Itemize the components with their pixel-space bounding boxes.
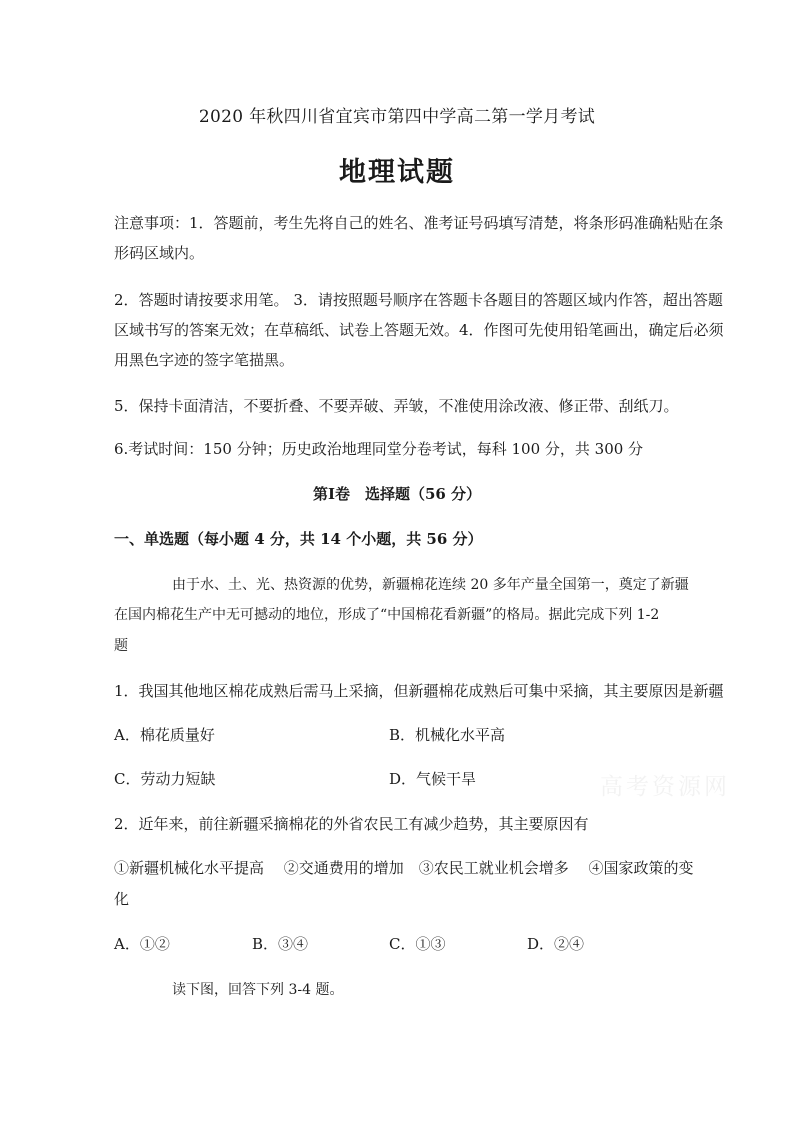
passage-line-2: 在国内棉花生产中无可撼动的地位，形成了“中国棉花看新疆”的格局。据此完成下列 1-2: [114, 607, 660, 623]
section-title: 第Ⅰ卷 选择题（56 分）: [312, 485, 482, 503]
notes-line-4: 区域书写的答案无效；在草稿纸、试卷上答题无效。4．作图可先使用铅笔画出，确定后必须: [114, 321, 724, 339]
passage-line-3: 题: [114, 638, 128, 654]
question-2-option-b: B．③④: [252, 935, 309, 953]
question-1-option-b: B．机械化水平高: [389, 726, 506, 744]
watermark: 高考资源网: [600, 774, 730, 800]
question-2-items-line-1: ①新疆机械化水平提高 ②交通费用的增加 ③农民工就业机会增多 ④国家政策的变: [114, 859, 694, 877]
notes-line-1: 注意事项：1．答题前，考生先将自己的姓名、准考证号码填写清楚，将条形码准确粘贴在条: [114, 214, 724, 232]
question-2-stem: 2．近年来，前往新疆采摘棉花的外省农民工有减少趋势，其主要原因有: [114, 815, 589, 833]
question-1-option-c: C．劳动力短缺: [114, 770, 216, 788]
question-2-option-c: C．①③: [389, 935, 446, 953]
question-2-option-a: A．①②: [114, 935, 170, 953]
passage-line-1: 由于水、土、光、热资源的优势，新疆棉花连续 20 多年产量全国第一，奠定了新疆: [172, 577, 689, 593]
notes-line-7: 6.考试时间：150 分钟；历史政治地理同堂分卷考试，每科 100 分，共 300 分: [114, 440, 644, 458]
question-2-items-line-2: 化: [114, 890, 130, 908]
part-heading: 一、单选题（每小题 4 分，共 14 个小题，共 56 分）: [114, 530, 483, 548]
notes-line-3: 2．答题时请按要求用笔。 3．请按照题号顺序在答题卡各题目的答题区域内作答，超出答题: [114, 291, 723, 309]
notes-line-6: 5．保持卡面清洁，不要折叠、不要弄破、弄皱，不准使用涂改液、修正带、刮纸刀。: [114, 397, 679, 415]
question-1-stem: 1．我国其他地区棉花成熟后需马上采摘，但新疆棉花成熟后可集中采摘，其主要原因是新疆: [114, 682, 724, 700]
question-1-option-d: D．气候干旱: [389, 770, 477, 788]
question-2-option-d: D．②④: [527, 935, 585, 953]
notes-line-2: 形码区域内。: [114, 244, 205, 262]
notes-line-5: 用黑色字迹的签字笔描黑。: [114, 351, 295, 369]
question-3-intro: 读下图，回答下列 3-4 题。: [172, 982, 344, 998]
exam-title: 2020 年秋四川省宜宾市第四中学高二第一学月考试: [198, 107, 596, 127]
question-1-option-a: A．棉花质量好: [114, 726, 215, 744]
subject-title: 地理试题: [339, 157, 455, 188]
